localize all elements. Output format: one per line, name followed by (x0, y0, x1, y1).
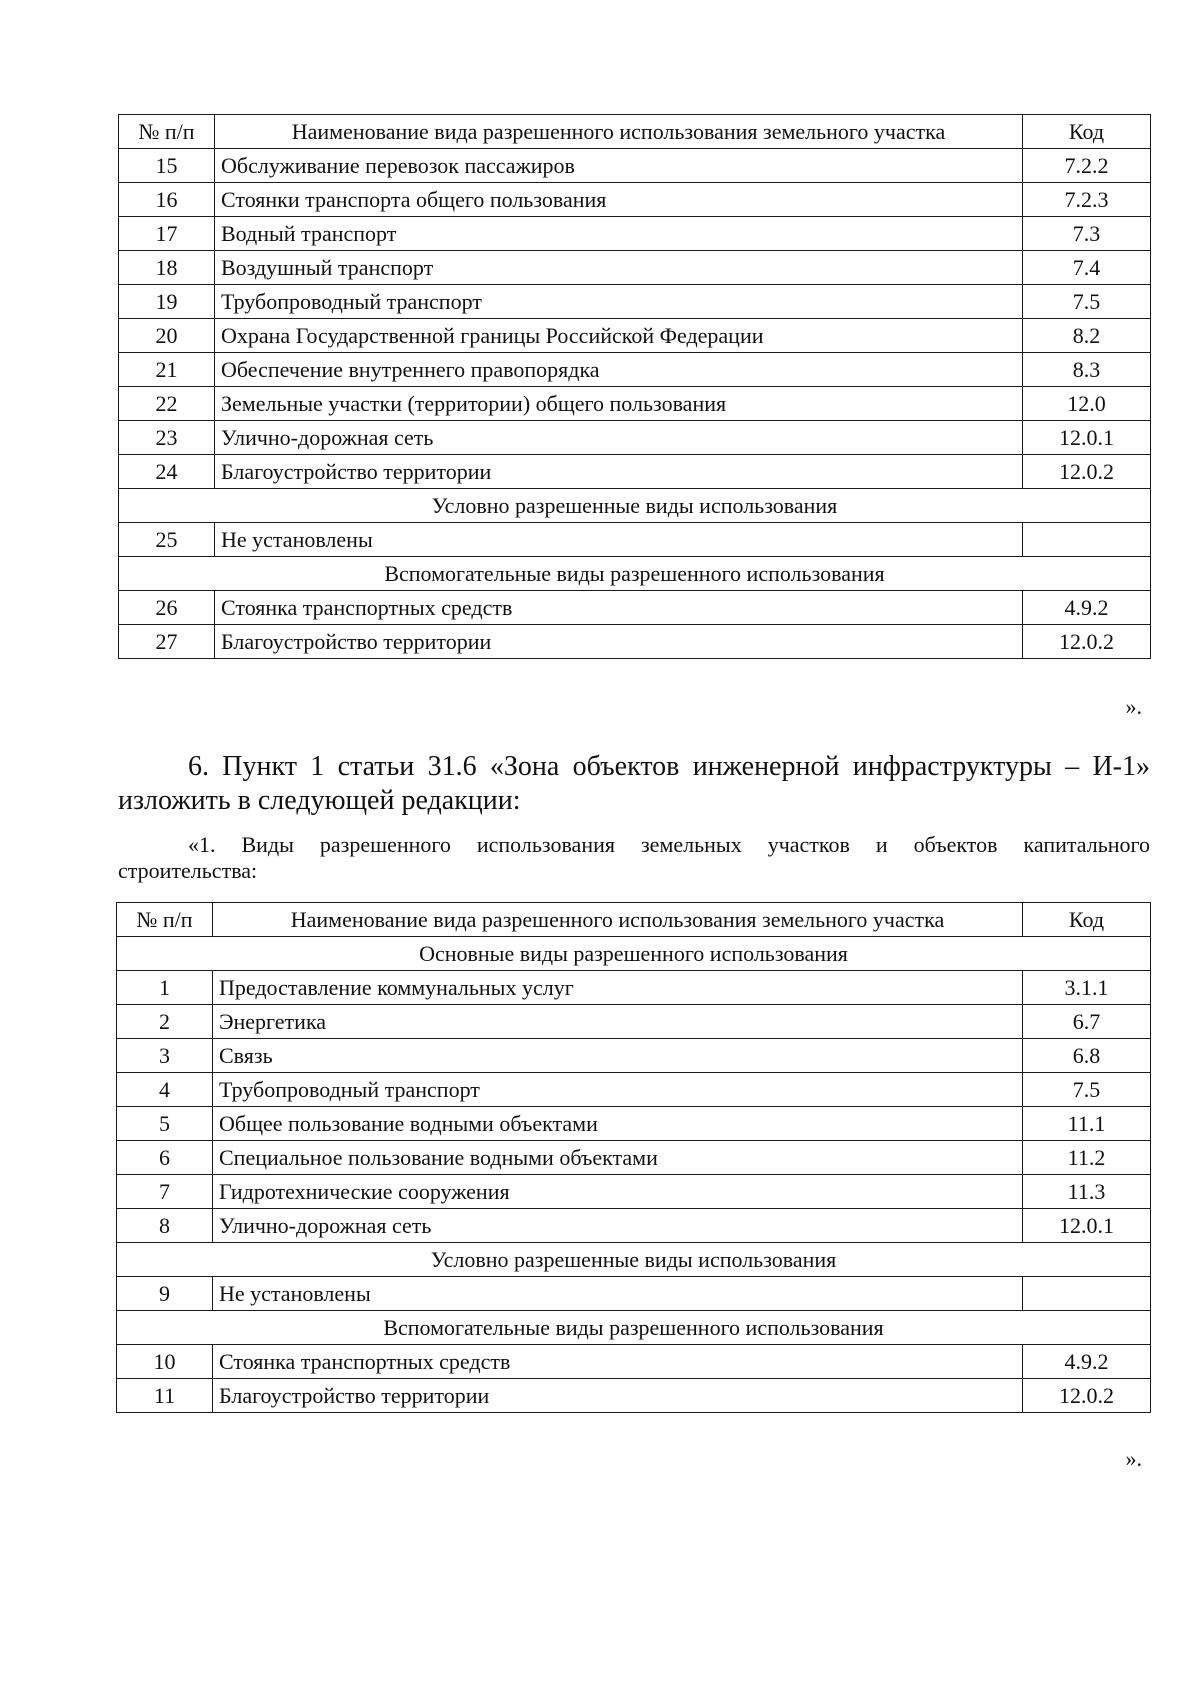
land-use-name: Не установлены (213, 1277, 1023, 1311)
table-row (117, 1039, 1151, 1073)
table-row (117, 1209, 1151, 1243)
land-use-code: 7.5 (1023, 1073, 1151, 1107)
row-number: 9 (117, 1277, 213, 1311)
land-use-name: Водный транспорт (215, 217, 1023, 251)
table-row (119, 625, 1151, 659)
header-name: Наименование вида разрешенного использования земельного участка (215, 115, 1023, 149)
land-use-name: Благоустройство территории (215, 625, 1023, 659)
land-use-code: 7.4 (1023, 251, 1151, 285)
land-use-name: Гидротехнические сооружения (213, 1175, 1023, 1209)
land-use-name: Благоустройство территории (213, 1379, 1023, 1413)
land-use-name: Трубопроводный транспорт (215, 285, 1023, 319)
table-row (119, 353, 1151, 387)
table-row (119, 285, 1151, 319)
land-use-name: Благоустройство территории (215, 455, 1023, 489)
table-row (117, 1175, 1151, 1209)
table-row (119, 421, 1151, 455)
table-row (117, 971, 1151, 1005)
row-number: 8 (117, 1209, 213, 1243)
row-number: 21 (119, 353, 215, 387)
closing-quote: ». (1125, 1446, 1142, 1471)
land-use-name: Связь (213, 1039, 1023, 1073)
land-use-code: 12.0.1 (1023, 1209, 1151, 1243)
table-row (119, 523, 1151, 557)
section-row (119, 489, 1151, 523)
land-use-code: 11.3 (1023, 1175, 1151, 1209)
paragraph-6-line-1: 6. Пункт 1 статьи 31.6 «Зона объектов инженерной инфраструктуры – И-1» (188, 751, 1150, 782)
table-row (117, 1277, 1151, 1311)
table-row (119, 251, 1151, 285)
table-row (117, 1141, 1151, 1175)
row-number: 4 (117, 1073, 213, 1107)
section-row (117, 937, 1151, 971)
land-use-code: 12.0.2 (1023, 625, 1151, 659)
row-number: 19 (119, 285, 215, 319)
land-use-name: Охрана Государственной границы Российской Федерации (215, 319, 1023, 353)
section-title: Вспомогательные виды разрешенного использования (117, 1311, 1151, 1345)
paragraph-6-line-2: изложить в следующей редакции: (118, 785, 521, 816)
row-number: 22 (119, 387, 215, 421)
row-number: 10 (117, 1345, 213, 1379)
row-number: 26 (119, 591, 215, 625)
land-use-code: 12.0.2 (1023, 1379, 1151, 1413)
land-use-code: 12.0 (1023, 387, 1151, 421)
section-title: Вспомогательные виды разрешенного использования (119, 557, 1151, 591)
row-number: 17 (119, 217, 215, 251)
land-use-code: 6.8 (1023, 1039, 1151, 1073)
land-use-code: 4.9.2 (1023, 1345, 1151, 1379)
row-number: 20 (119, 319, 215, 353)
land-use-code (1023, 1277, 1151, 1311)
header-code: Код (1023, 903, 1151, 937)
land-use-code: 8.3 (1023, 353, 1151, 387)
land-use-code: 7.2.3 (1023, 183, 1151, 217)
section-row (117, 1311, 1151, 1345)
land-use-code: 12.0.2 (1023, 455, 1151, 489)
land-use-code: 6.7 (1023, 1005, 1151, 1039)
header-name: Наименование вида разрешенного использования земельного участка (213, 903, 1023, 937)
row-number: 5 (117, 1107, 213, 1141)
land-use-name: Земельные участки (территории) общего пользования (215, 387, 1023, 421)
land-use-code: 3.1.1 (1023, 971, 1151, 1005)
land-use-name: Специальное пользование водными объектами (213, 1141, 1023, 1175)
land-use-code: 7.2.2 (1023, 149, 1151, 183)
table-row (119, 149, 1151, 183)
table-row (117, 1005, 1151, 1039)
row-number: 27 (119, 625, 215, 659)
row-number: 11 (117, 1379, 213, 1413)
land-use-name: Стоянки транспорта общего пользования (215, 183, 1023, 217)
row-number: 6 (117, 1141, 213, 1175)
row-number: 24 (119, 455, 215, 489)
table1-body (119, 115, 1151, 659)
section-title: Условно разрешенные виды использования (119, 489, 1151, 523)
table-header-row (119, 115, 1151, 149)
land-use-name: Энергетика (213, 1005, 1023, 1039)
header-num: № п/п (117, 903, 213, 937)
land-use-name: Трубопроводный транспорт (213, 1073, 1023, 1107)
land-use-code: 11.1 (1023, 1107, 1151, 1141)
subparagraph-1 (118, 832, 1150, 884)
paragraph-6 (118, 750, 1150, 818)
row-number: 3 (117, 1039, 213, 1073)
row-number: 2 (117, 1005, 213, 1039)
land-use-code: 4.9.2 (1023, 591, 1151, 625)
table-row (117, 1073, 1151, 1107)
section-row (117, 1243, 1151, 1277)
land-use-code: 7.3 (1023, 217, 1151, 251)
land-use-name: Обслуживание перевозок пассажиров (215, 149, 1023, 183)
table-row (117, 1107, 1151, 1141)
row-number: 7 (117, 1175, 213, 1209)
table-row (117, 1379, 1151, 1413)
row-number: 16 (119, 183, 215, 217)
section-title: Основные виды разрешенного использования (117, 937, 1151, 971)
land-use-name: Обеспечение внутреннего правопорядка (215, 353, 1023, 387)
land-use-name: Не установлены (215, 523, 1023, 557)
land-use-code (1023, 523, 1151, 557)
land-use-table-continued (118, 114, 1151, 659)
subparagraph-line-1: «1. Виды разрешенного использования земельных участков и объектов капитального (188, 832, 1150, 857)
land-use-name: Стоянка транспортных средств (215, 591, 1023, 625)
table-row (119, 319, 1151, 353)
closing-quote: ». (1125, 694, 1142, 719)
table-header-row (117, 903, 1151, 937)
subparagraph-line-2: строительства: (118, 858, 258, 883)
table-row (117, 1345, 1151, 1379)
land-use-name: Воздушный транспорт (215, 251, 1023, 285)
table-row (119, 591, 1151, 625)
table-row (119, 455, 1151, 489)
table-row (119, 387, 1151, 421)
land-use-name: Улично-дорожная сеть (213, 1209, 1023, 1243)
land-use-name: Улично-дорожная сеть (215, 421, 1023, 455)
section-title: Условно разрешенные виды использования (117, 1243, 1151, 1277)
land-use-code: 12.0.1 (1023, 421, 1151, 455)
header-num: № п/п (119, 115, 215, 149)
header-code: Код (1023, 115, 1151, 149)
land-use-code: 8.2 (1023, 319, 1151, 353)
land-use-name: Предоставление коммунальных услуг (213, 971, 1023, 1005)
row-number: 18 (119, 251, 215, 285)
land-use-code: 11.2 (1023, 1141, 1151, 1175)
row-number: 25 (119, 523, 215, 557)
land-use-name: Стоянка транспортных средств (213, 1345, 1023, 1379)
row-number: 1 (117, 971, 213, 1005)
row-number: 23 (119, 421, 215, 455)
table-row (119, 183, 1151, 217)
section-row (119, 557, 1151, 591)
land-use-code: 7.5 (1023, 285, 1151, 319)
land-use-table-zone-i1 (116, 902, 1151, 1413)
land-use-name: Общее пользование водными объектами (213, 1107, 1023, 1141)
table2-body (117, 903, 1151, 1413)
row-number: 15 (119, 149, 215, 183)
table-row (119, 217, 1151, 251)
